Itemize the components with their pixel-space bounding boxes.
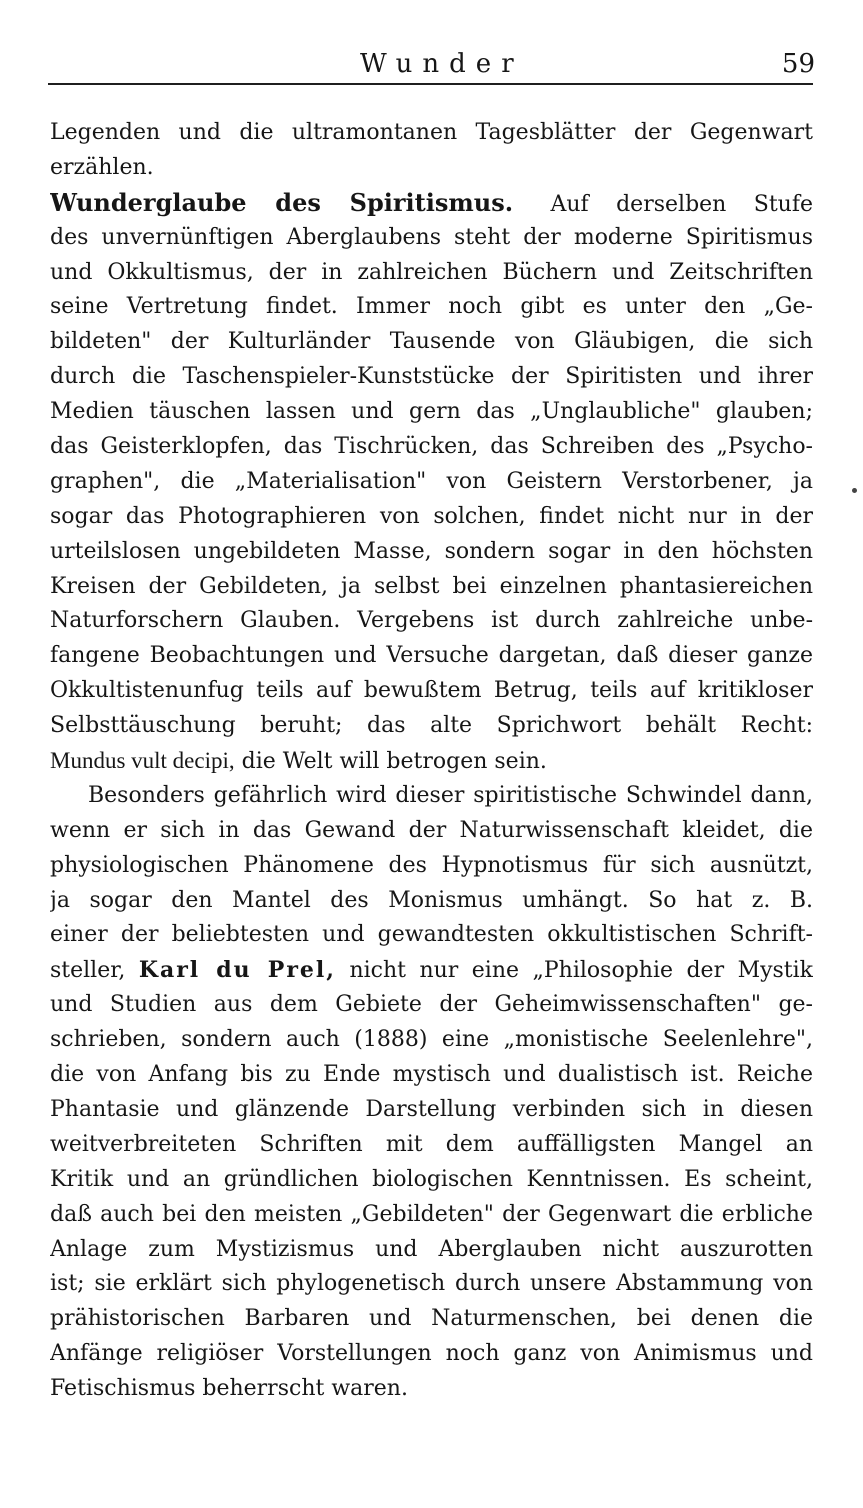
text-line: des unvernünftigen Aberglaubens steht der moderne Spiritismus bbox=[50, 224, 813, 250]
text-line: durch die Taschenspieler-Kunststücke der Spiritisten und ihrer bbox=[50, 364, 813, 390]
text-segment: die Welt will betrogen sein. bbox=[241, 749, 547, 775]
body-text bbox=[50, 116, 813, 1407]
text-line: Naturforschern Glauben. Vergebens ist durch zahlreiche unbe- bbox=[50, 608, 813, 634]
author-name: Karl du Prel, bbox=[138, 957, 336, 984]
header-rule bbox=[48, 83, 813, 85]
section-heading-line bbox=[50, 186, 813, 221]
print-speck bbox=[852, 488, 857, 493]
author-line bbox=[50, 953, 813, 988]
text-line: Fetischismus beherrscht waren. bbox=[50, 1376, 408, 1402]
text-line: Okkultistenunfug teils auf bewußtem Betrug, teils auf kritikloser bbox=[50, 678, 813, 704]
text-line: Selbsttäuschung beruht; das alte Sprichwort behält Recht: bbox=[50, 713, 813, 739]
text-line: Medien täuschen lassen und gern das „Unglaubliche" glauben; bbox=[50, 399, 813, 425]
text-line: physiologischen Phänomene des Hypnotismus für sich ausnützt, bbox=[50, 852, 813, 878]
latin-phrase: Mundus vult decipi, bbox=[50, 748, 235, 774]
text-line: und Okkultismus, der in zahlreichen Büchern und Zeitschriften bbox=[50, 259, 813, 285]
running-title: Wunder bbox=[360, 49, 524, 79]
text-line: fangene Beobachtungen und Versuche dargetan, daß dieser ganze bbox=[50, 643, 813, 669]
text-line: einer der beliebtesten und gewandtesten okkultistischen Schrift- bbox=[50, 922, 813, 948]
page-number: 59 bbox=[781, 49, 815, 79]
text-line: Kritik und an gründlichen biologischen Kenntnissen. Es scheint, bbox=[50, 1166, 813, 1192]
text-line: erzählen. bbox=[50, 154, 154, 180]
paragraph-first-line: Besonders gefährlich wird dieser spiritistische Schwindel dann, bbox=[88, 782, 813, 808]
text-line: graphen", die „Materialisation" von Geistern Verstorbener, ja bbox=[50, 468, 813, 494]
text-line: Anlage zum Mystizismus und Aberglauben nicht auszurotten bbox=[50, 1236, 813, 1262]
section-heading: Wunderglaube des Spiritismus. bbox=[50, 187, 514, 217]
text-line: ja sogar den Mantel des Monismus umhängt. So hat z. B. bbox=[50, 887, 813, 913]
text-line: ist; sie erklärt sich phylogenetisch durch unsere Abstammung von bbox=[50, 1271, 813, 1297]
text-line: Phantasie und glänzende Darstellung verbinden sich in diesen bbox=[50, 1096, 813, 1122]
text-line: sogar das Photographieren von solchen, findet nicht nur in der bbox=[50, 503, 813, 529]
text-line: wenn er sich in das Gewand der Naturwissenschaft kleidet, die bbox=[50, 817, 813, 843]
text-line: die von Anfang bis zu Ende mystisch und dualistisch ist. Reiche bbox=[50, 1062, 813, 1088]
text-line: Kreisen der Gebildeten, ja selbst bei einzelnen phantasiereichen bbox=[50, 573, 813, 599]
text-segment: steller, bbox=[50, 958, 126, 984]
text-line: bildeten" der Kulturländer Tausende von Gläubigen, die sich bbox=[50, 329, 813, 355]
text-line: Anfänge religiöser Vorstellungen noch ganz von Animismus und bbox=[50, 1341, 813, 1367]
text-line: und Studien aus dem Gebiete der Geheimwissenschaften" ge- bbox=[50, 992, 813, 1018]
latin-phrase-line bbox=[50, 744, 813, 779]
text-segment: nicht nur eine „Philosophie der Mystik bbox=[349, 958, 813, 984]
text-segment: Auf derselben Stufe bbox=[550, 191, 813, 217]
text-line: daß auch bei den meisten „Gebildeten" der Gegenwart die erbliche bbox=[50, 1201, 813, 1227]
text-line: das Geisterklopfen, das Tischrücken, das Schreiben des „Psycho- bbox=[50, 434, 813, 460]
text-line: urteilslosen ungebildeten Masse, sondern sogar in den höchsten bbox=[50, 538, 813, 564]
text-line: schrieben, sondern auch (1888) eine „monistische Seelenlehre", bbox=[50, 1027, 813, 1053]
text-line: prähistorischen Barbaren und Naturmenschen, bei denen die bbox=[50, 1306, 813, 1332]
text-line: Legenden und die ultramontanen Tagesblätter der Gegenwart bbox=[50, 120, 813, 145]
text-line: weitverbreiteten Schriften mit dem auffälligsten Mangel an bbox=[50, 1131, 813, 1157]
text-line: seine Vertretung findet. Immer noch gibt es unter den „Ge- bbox=[50, 294, 813, 320]
